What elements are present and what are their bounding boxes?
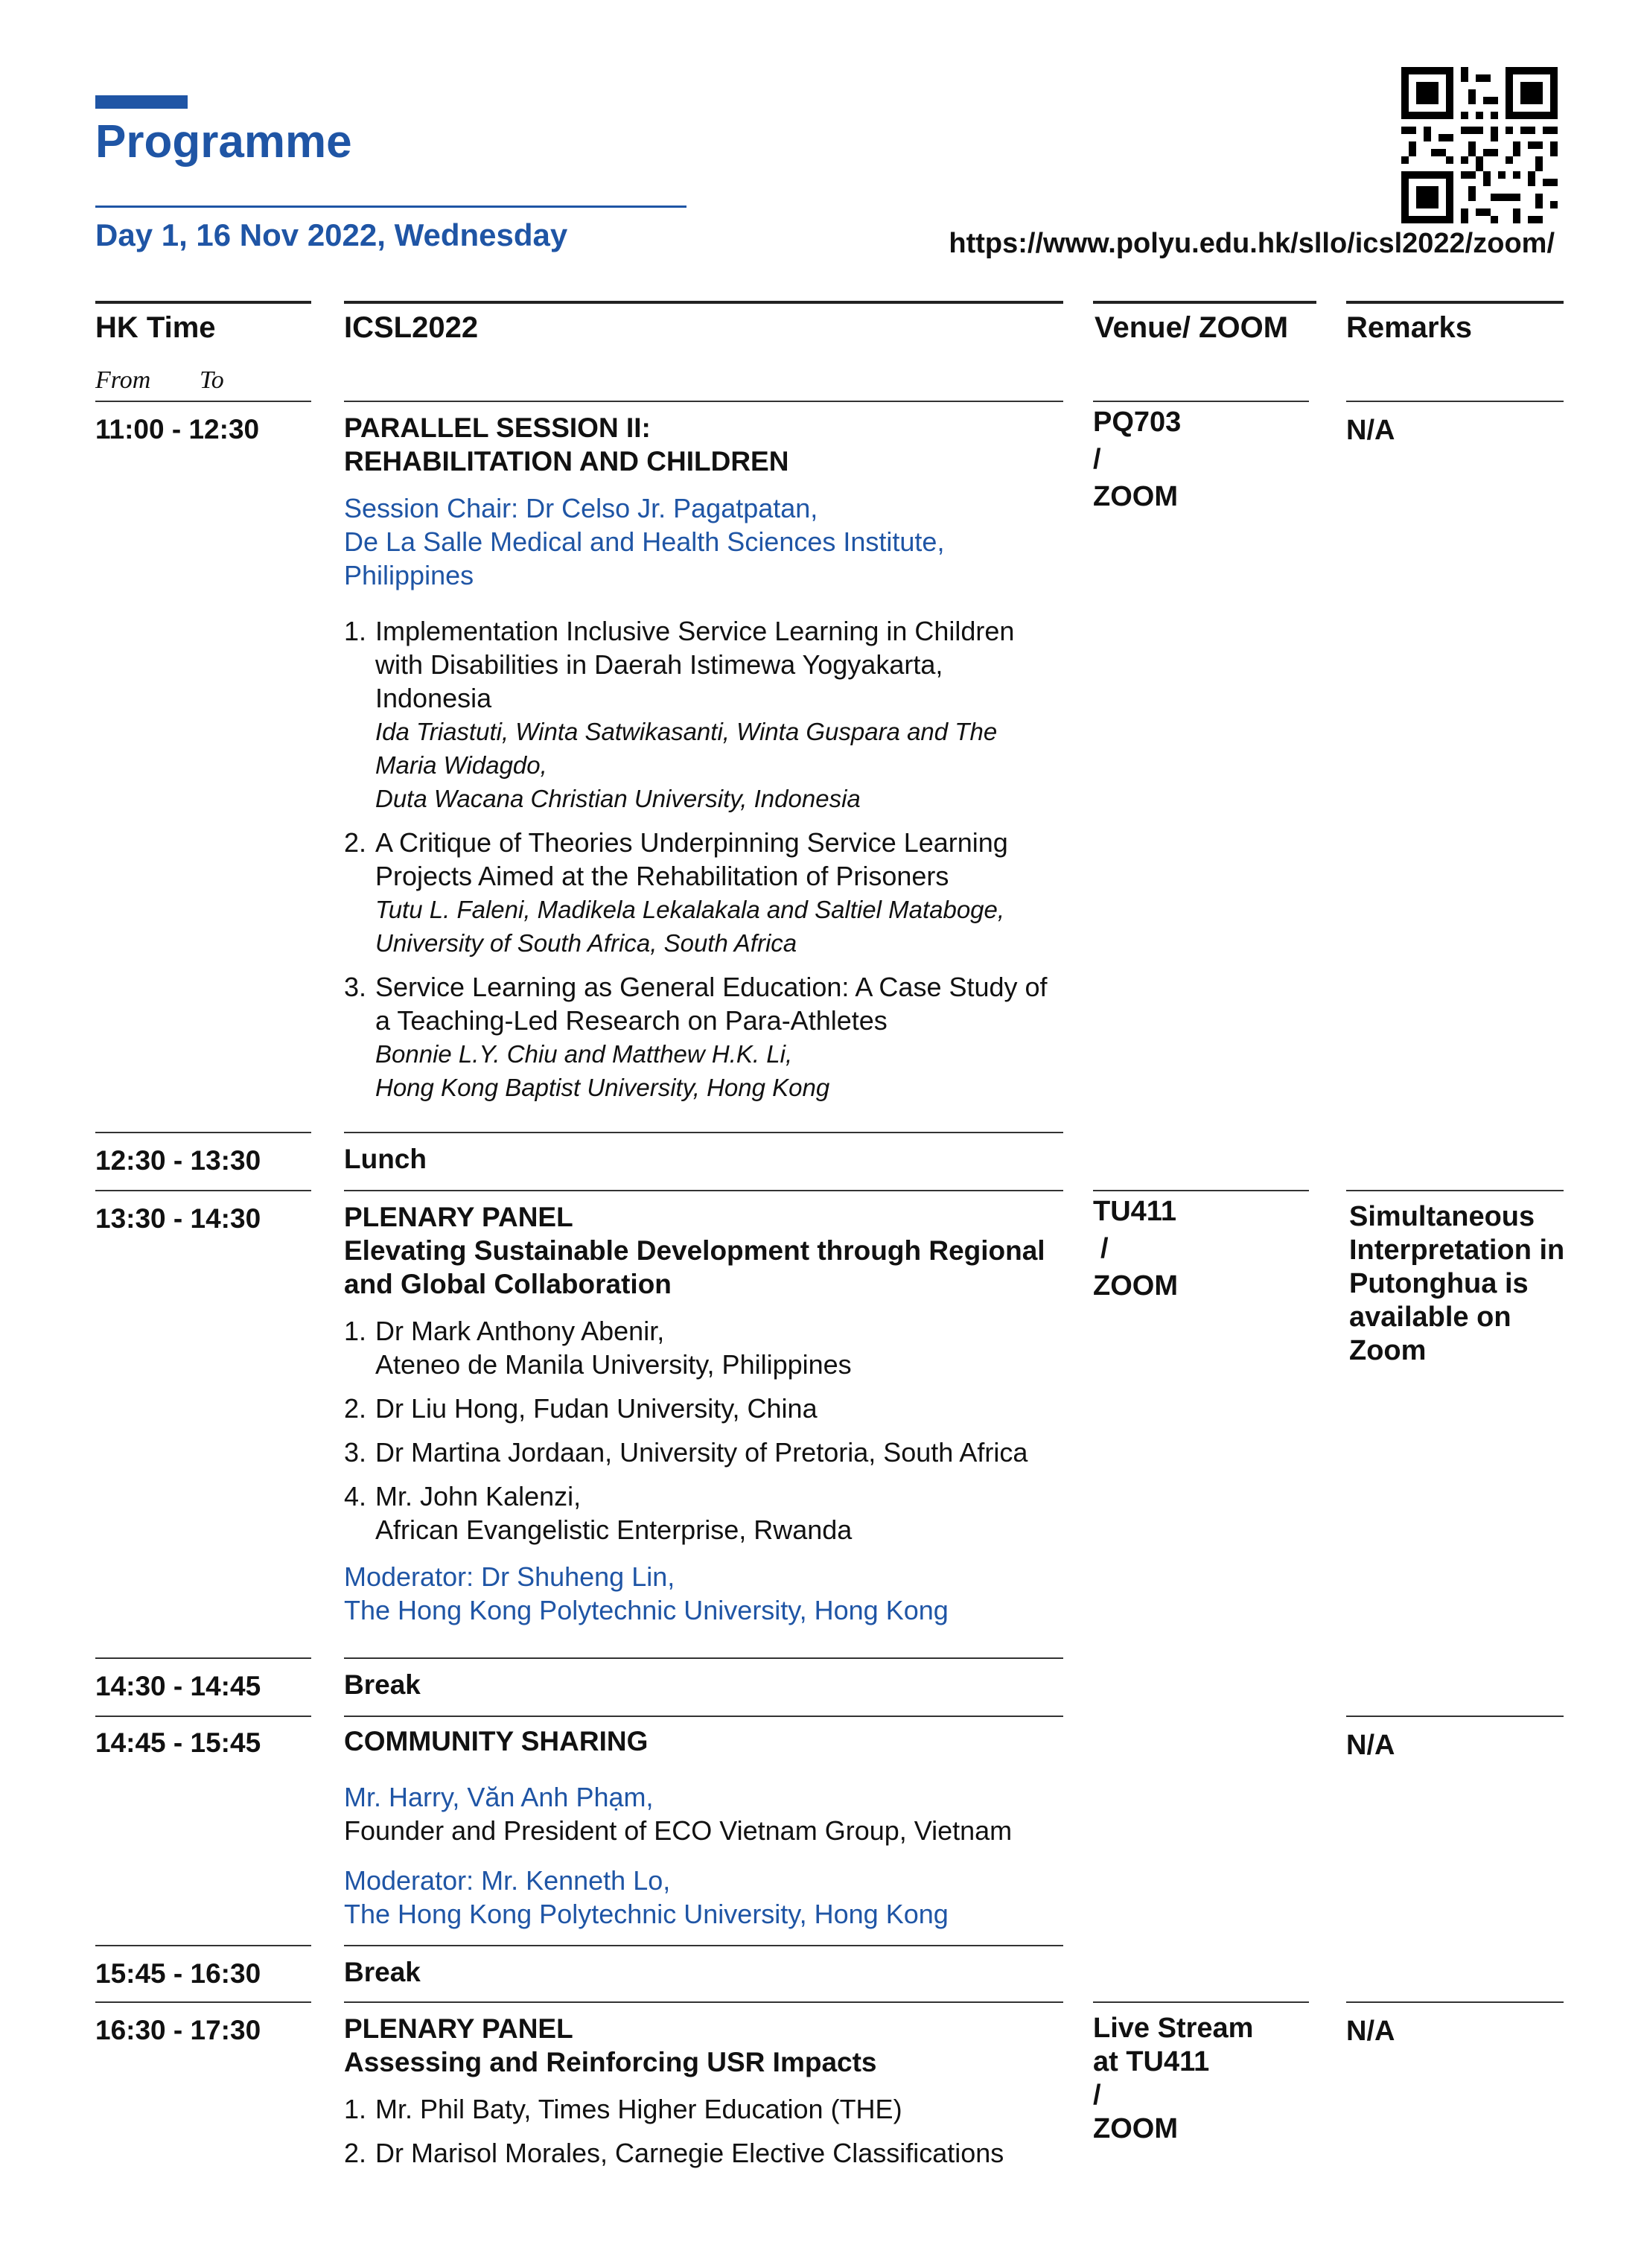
header-rule-time	[95, 301, 311, 304]
panelist-affil: African Evangelistic Enterprise, Rwanda	[375, 1514, 853, 1545]
venue-zoom: ZOOM	[1093, 1270, 1178, 1302]
panelist-affil: Ateneo de Manila University, Philippines	[375, 1349, 852, 1380]
title-underline	[95, 206, 686, 208]
panelist-list	[344, 1314, 1063, 1546]
page-title: Programme	[95, 116, 352, 168]
moderator-affil: The Hong Kong Polytechnic University, Hong Kong	[344, 1595, 949, 1625]
paper-affil: University of South Africa, South Africa	[375, 929, 797, 957]
paper-affil: Duta Wacana Christian University, Indonesia	[375, 785, 861, 812]
row-rule	[344, 1945, 1063, 1946]
paper-authors: Tutu L. Faleni, Madikela Lekalakala and Saltiel Mataboge,	[375, 896, 1005, 923]
paper-title: Service Learning as General Education: A Case Study of a Teaching-Led Research on Para-Athletes	[375, 972, 1048, 1036]
row-rule	[95, 1132, 311, 1133]
paper-title: A Critique of Theories Underpinning Service Learning Projects Aimed at the Rehabilitation of Prisoners	[375, 827, 1008, 891]
row-time: 13:30 - 14:30	[95, 1203, 261, 1234]
row-rule	[1093, 401, 1309, 402]
speaker-name: Mr. Harry, Văn Anh Phạm,	[344, 1782, 654, 1812]
row-rule	[344, 1190, 1063, 1191]
list-item	[344, 826, 1063, 960]
session-block	[344, 411, 1063, 1115]
session-title: COMMUNITY SHARING	[344, 1726, 649, 1756]
panelist-name: Mr. Phil Baty, Times Higher Education (THE)	[375, 2094, 902, 2124]
panelist-name: Dr Marisol Morales, Carnegie Elective Classifications	[375, 2138, 1004, 2168]
col-header-venue: Venue/ ZOOM	[1095, 311, 1289, 344]
chair-name: Session Chair: Dr Celso Jr. Pagatpatan,	[344, 493, 818, 523]
venue-sep: /	[1093, 2080, 1101, 2111]
item-number: 3.	[344, 972, 367, 1002]
session-title: PARALLEL SESSION II:	[344, 412, 651, 443]
session-block	[344, 1200, 1063, 1627]
list-item	[344, 2136, 1063, 2170]
row-rule	[1346, 1716, 1564, 1717]
venue-room: PQ703	[1093, 407, 1182, 438]
header-rule-event	[344, 301, 1063, 304]
list-item	[344, 1479, 1063, 1546]
session-title: PLENARY PANEL	[344, 2013, 573, 2044]
title-accent-bar	[95, 95, 188, 109]
item-number: 2.	[344, 2138, 367, 2168]
venue-cell	[1093, 404, 1316, 515]
venue-zoom: ZOOM	[1093, 481, 1178, 512]
venue-sep: /	[1093, 444, 1101, 475]
item-number: 1.	[344, 616, 367, 646]
paper-authors: Bonnie L.Y. Chiu and Matthew H.K. Li,	[375, 1040, 793, 1068]
moderator-name: Moderator: Mr. Kenneth Lo,	[344, 1865, 671, 1896]
break-title: Break	[344, 1669, 421, 1700]
lunch-title: Lunch	[344, 1144, 427, 1174]
venue-line: Live Stream	[1093, 2013, 1254, 2044]
item-number: 1.	[344, 1316, 367, 1346]
moderator-name: Moderator: Dr Shuheng Lin,	[344, 1561, 675, 1592]
col-header-from: From	[95, 366, 151, 394]
list-item	[344, 1436, 1063, 1469]
row-time: 15:45 - 16:30	[95, 1958, 261, 1989]
list-item	[344, 1314, 1063, 1381]
session-subtitle: Elevating Sustainable Development through Regional and Global Collaboration	[344, 1235, 1045, 1299]
row-time: 11:00 - 12:30	[95, 414, 260, 445]
list-item	[344, 970, 1063, 1104]
row-rule	[344, 1657, 1063, 1659]
row-rule	[344, 1132, 1063, 1133]
session-subtitle: REHABILITATION AND CHILDREN	[344, 446, 789, 477]
item-number: 3.	[344, 1437, 367, 1468]
row-rule	[344, 401, 1063, 402]
row-rule	[1346, 2001, 1564, 2003]
speaker-affil: Founder and President of ECO Vietnam Group, Vietnam	[344, 1815, 1013, 1846]
header-rule-venue	[1093, 301, 1316, 304]
row-rule	[344, 2001, 1063, 2003]
panelist-list	[344, 2092, 1063, 2170]
paper-list	[344, 614, 1063, 1104]
venue-zoom: ZOOM	[1093, 2113, 1178, 2144]
item-number: 2.	[344, 827, 367, 858]
remarks-cell: N/A	[1346, 415, 1395, 446]
row-rule	[1346, 1190, 1564, 1191]
session-chair	[344, 491, 1063, 592]
list-item	[344, 2092, 1063, 2126]
row-rule	[95, 1945, 311, 1946]
session-block	[344, 2012, 1063, 2180]
list-item	[344, 614, 1063, 815]
day-heading: Day 1, 16 Nov 2022, Wednesday	[95, 217, 568, 252]
item-number: 4.	[344, 1481, 367, 1512]
remarks-cell: Simultaneous Interpretation in Putonghua is available on Zoom	[1349, 1201, 1565, 1366]
row-time: 16:30 - 17:30	[95, 2015, 261, 2045]
zoom-url-link[interactable]: https://www.polyu.edu.hk/sllo/icsl2022/zoom/	[949, 228, 1555, 259]
panelist-name: Dr Mark Anthony Abenir,	[375, 1316, 665, 1346]
row-time: 14:45 - 15:45	[95, 1727, 261, 1758]
panelist-name: Dr Liu Hong, Fudan University, China	[375, 1393, 818, 1424]
venue-sep: /	[1100, 1233, 1109, 1264]
session-subtitle: Assessing and Reinforcing USR Impacts	[344, 2047, 877, 2077]
row-rule	[95, 1657, 311, 1659]
item-number: 1.	[344, 2094, 367, 2124]
session-title: PLENARY PANEL	[344, 1202, 573, 1232]
col-header-time: HK Time	[95, 311, 216, 344]
row-rule	[95, 1716, 311, 1717]
remarks-cell: N/A	[1346, 2016, 1395, 2047]
session-block	[344, 1724, 1063, 1931]
item-number: 2.	[344, 1393, 367, 1424]
row-rule	[1346, 401, 1564, 402]
moderator-affil: The Hong Kong Polytechnic University, Hong Kong	[344, 1899, 949, 1929]
row-rule	[1093, 1190, 1309, 1191]
venue-room: at TU411	[1093, 2046, 1210, 2077]
col-header-remarks: Remarks	[1346, 311, 1473, 344]
col-header-event: ICSL2022	[344, 311, 479, 344]
row-rule	[344, 1716, 1063, 1717]
qr-code-icon[interactable]	[1401, 67, 1558, 223]
row-time: 12:30 - 13:30	[95, 1145, 261, 1176]
col-header-to: To	[200, 366, 224, 394]
row-rule	[1093, 2001, 1309, 2003]
row-rule	[95, 2001, 311, 2003]
paper-affil: Hong Kong Baptist University, Hong Kong	[375, 1074, 830, 1101]
panelist-name: Dr Martina Jordaan, University of Pretoria, South Africa	[375, 1437, 1028, 1468]
paper-authors: Ida Triastuti, Winta Satwikasanti, Winta Guspara and The Maria Widagdo,	[375, 718, 998, 779]
paper-title: Implementation Inclusive Service Learning in Children with Disabilities in Daerah Istimewa Yogyakarta, Indonesia	[375, 616, 1015, 713]
chair-country: Philippines	[344, 560, 474, 590]
chair-affil: De La Salle Medical and Health Sciences Institute,	[344, 526, 945, 557]
moderator	[344, 1560, 1063, 1627]
remarks-cell: N/A	[1346, 1730, 1395, 1761]
venue-room: TU411	[1093, 1196, 1176, 1227]
venue-cell	[1093, 1193, 1316, 1305]
row-rule	[95, 401, 311, 402]
moderator	[344, 1864, 1063, 1931]
venue-cell	[1093, 2012, 1316, 2146]
break-title: Break	[344, 1957, 421, 1987]
row-rule	[95, 1190, 311, 1191]
row-time: 14:30 - 14:45	[95, 1671, 261, 1701]
list-item	[344, 1392, 1063, 1425]
header-rule-remarks	[1346, 301, 1564, 304]
panelist-name: Mr. John Kalenzi,	[375, 1481, 582, 1512]
